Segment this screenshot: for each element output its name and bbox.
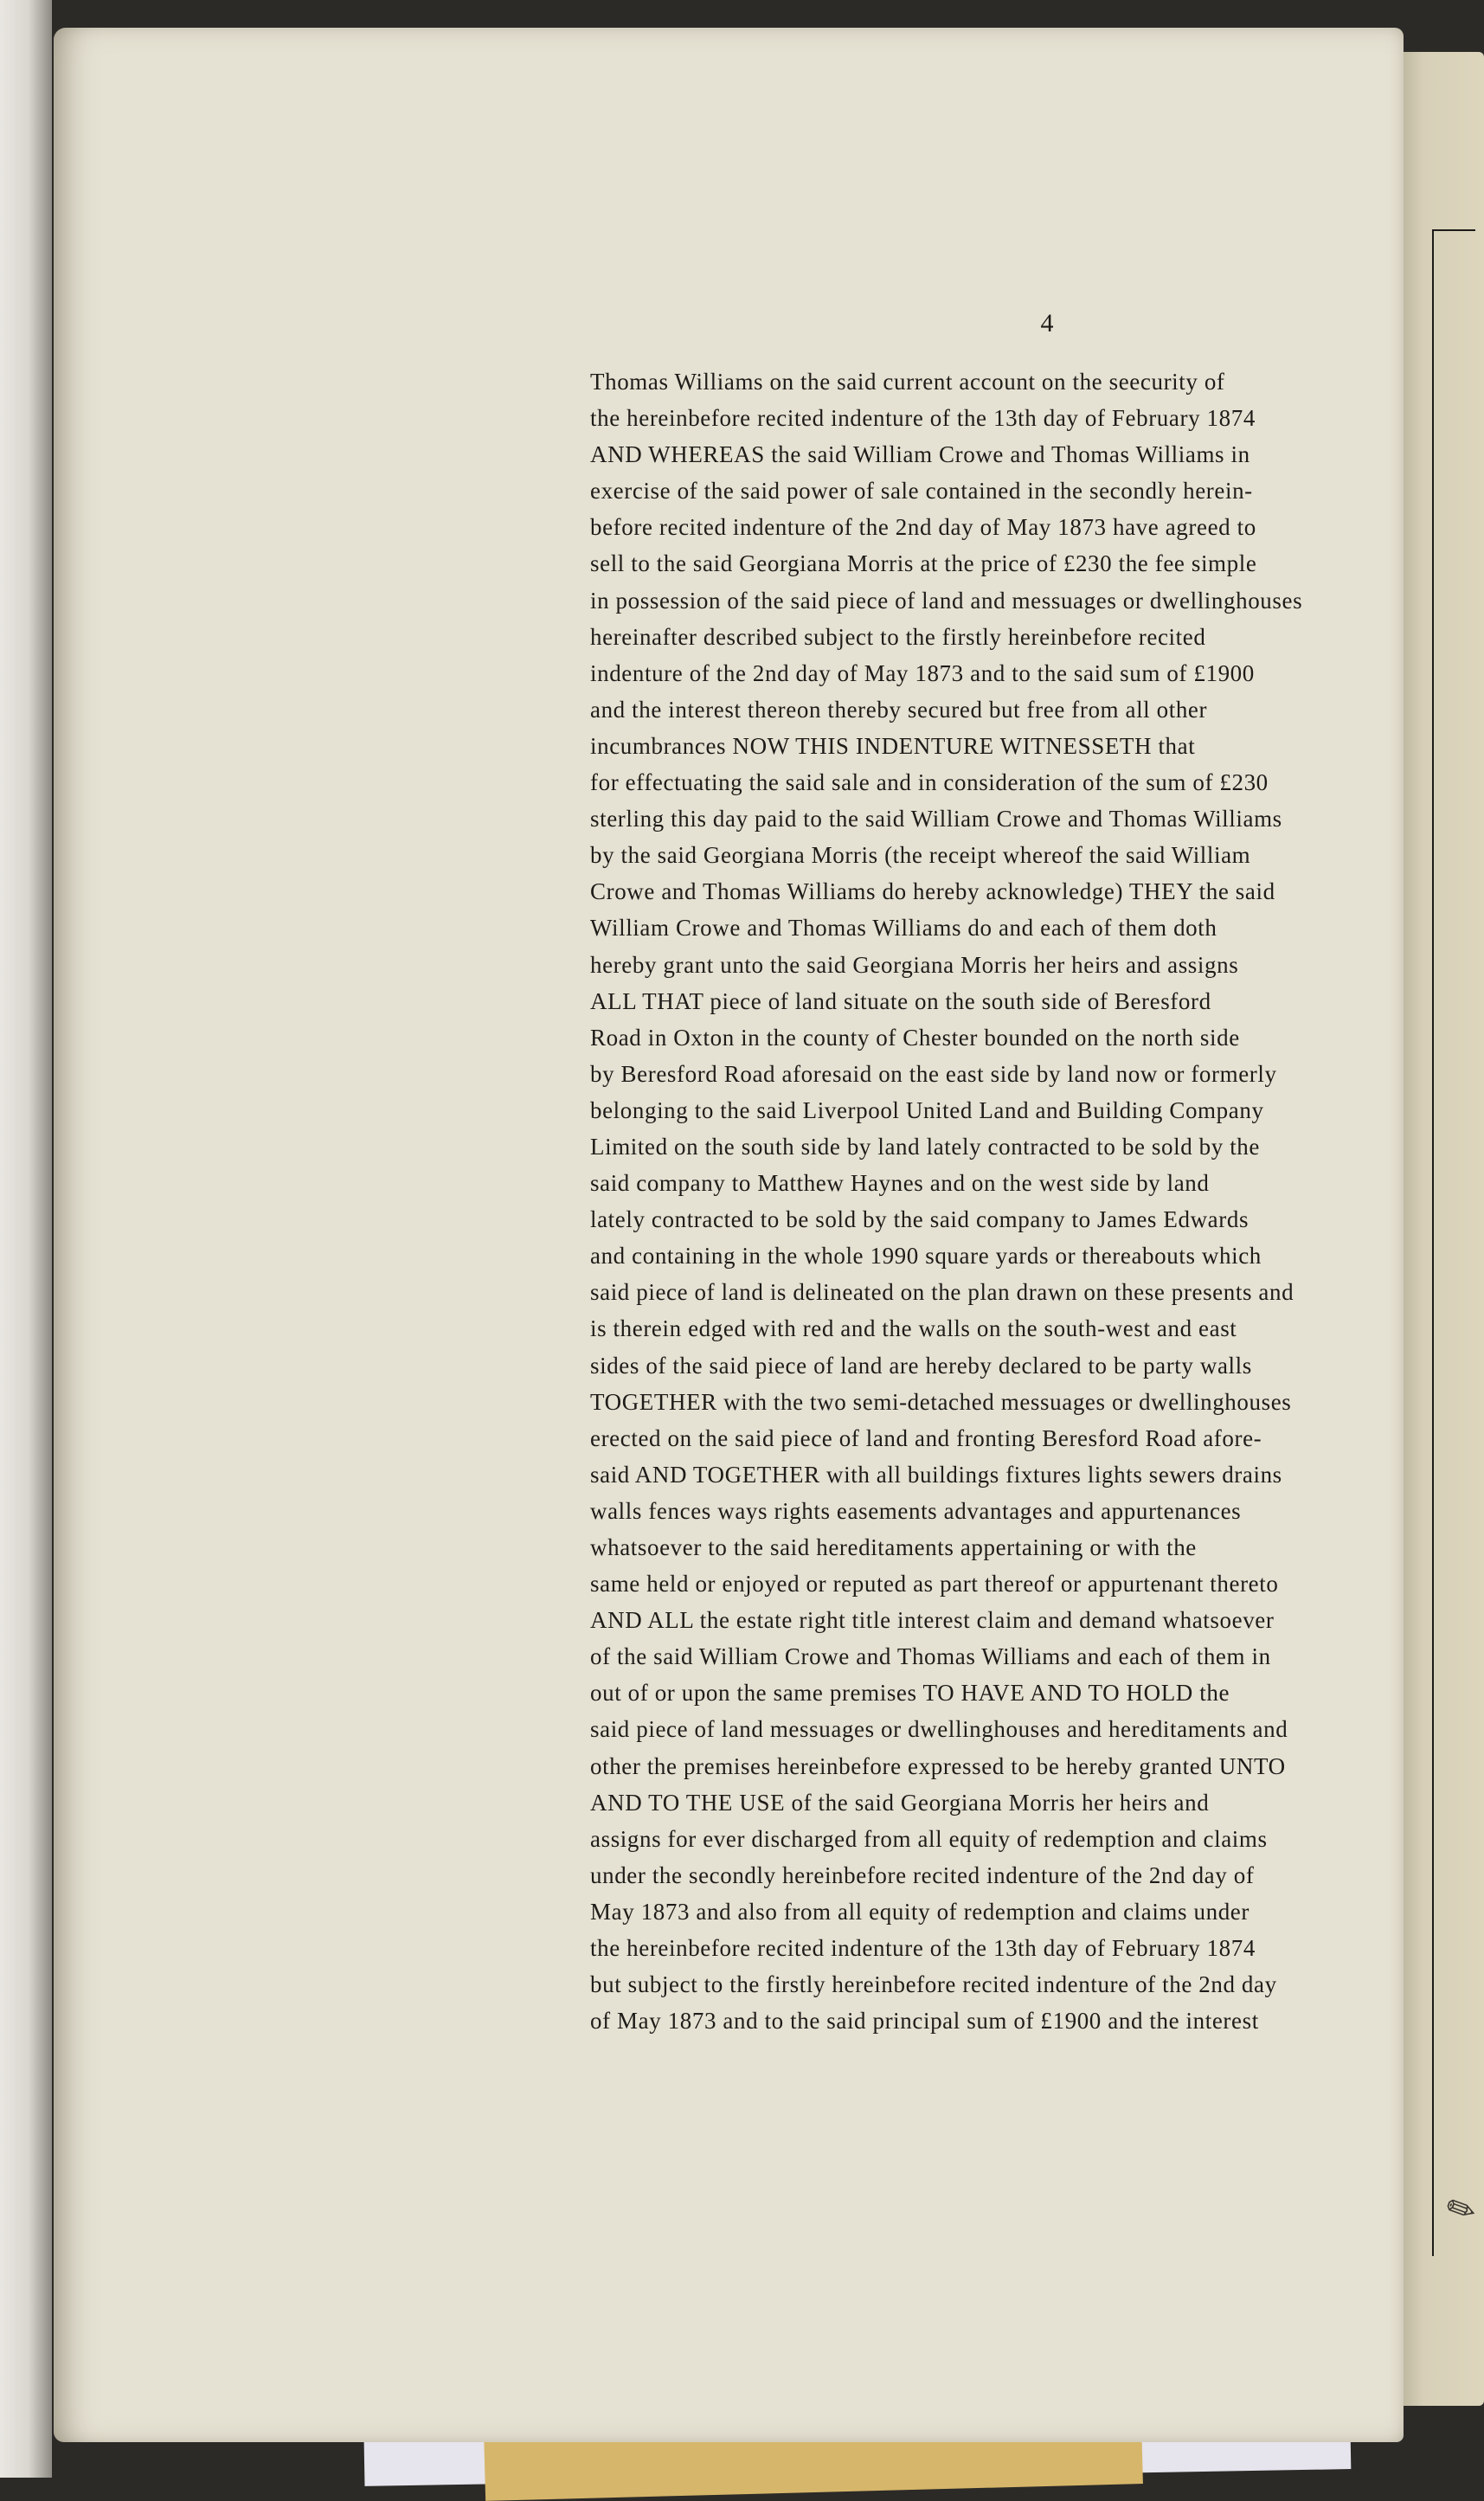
text-line: but subject to the firstly hereinbefore recited indenture of the 2nd day bbox=[590, 1971, 1277, 1998]
text-line: hereinafter described subject to the firstly hereinbefore recited bbox=[590, 623, 1206, 650]
adjacent-page-mark: ✎ bbox=[1440, 2186, 1483, 2234]
text-line: under the secondly hereinbefore recited indenture of the 2nd day of bbox=[590, 1861, 1255, 1888]
text-line: Crowe and Thomas Williams do hereby acknowledge) THEY the said bbox=[590, 878, 1275, 905]
text-line: whatsoever to the said hereditaments appertaining or with the bbox=[590, 1534, 1197, 1560]
text-line: Road in Oxton in the county of Chester bounded on the north side bbox=[590, 1024, 1240, 1051]
document-page bbox=[54, 28, 1404, 2442]
text-line: in possession of the said piece of land and messuages or dwellinghouses bbox=[590, 587, 1303, 614]
text-line: indenture of the 2nd day of May 1873 and to the said sum of £1900 bbox=[590, 659, 1255, 686]
text-line: other the premises hereinbefore expressed to be hereby granted UNTO bbox=[590, 1752, 1286, 1779]
text-line: William Crowe and Thomas Williams do and each of them doth bbox=[590, 915, 1217, 942]
text-line: the hereinbefore recited indenture of the 13th day of February 1874 bbox=[590, 405, 1256, 432]
text-line: May 1873 and also from all equity of redemption and claims under bbox=[590, 1898, 1250, 1925]
text-line: assigns for ever discharged from all equity of redemption and claims bbox=[590, 1825, 1268, 1852]
text-line: hereby grant unto the said Georgiana Morris her heirs and assigns bbox=[590, 951, 1239, 978]
text-line: erected on the said piece of land and fronting Beresford Road afore- bbox=[590, 1424, 1262, 1451]
text-line: sell to the said Georgiana Morris at the price of £230 the fee simple bbox=[590, 550, 1257, 577]
text-line: sterling this day paid to the said William Crowe and Thomas Williams bbox=[590, 806, 1282, 833]
text-line: out of or upon the same premises TO HAVE AND TO HOLD the bbox=[590, 1680, 1230, 1707]
text-line: before recited indenture of the 2nd day of May 1873 have agreed to bbox=[590, 514, 1256, 541]
text-line: by the said Georgiana Morris (the receipt whereof the said William bbox=[590, 842, 1251, 869]
text-line: said piece of land messuages or dwellinghouses and hereditaments and bbox=[590, 1716, 1288, 1743]
text-line: Thomas Williams on the said current account on the seecurity of bbox=[590, 369, 1225, 395]
text-line: is therein edged with red and the walls on the south-west and east bbox=[590, 1315, 1237, 1342]
text-line: incumbrances NOW THIS INDENTURE WITNESSETH that bbox=[590, 732, 1196, 759]
text-line: lately contracted to be sold by the said company to James Edwards bbox=[590, 1206, 1250, 1233]
deed-text bbox=[590, 363, 1438, 2039]
text-line: walls fences ways rights easements advantages and appurtenances bbox=[590, 1497, 1242, 1524]
text-line: AND TO THE USE of the said Georgiana Morris her heirs and bbox=[590, 1789, 1210, 1816]
adjacent-page-border bbox=[1432, 229, 1475, 2256]
text-line: AND ALL the estate right title interest claim and demand whatsoever bbox=[590, 1607, 1275, 1634]
text-line: for effectuating the said sale and in consideration of the sum of £230 bbox=[590, 769, 1269, 796]
text-line: sides of the said piece of land are hereby declared to be party walls bbox=[590, 1352, 1252, 1379]
text-line: of the said William Crowe and Thomas Williams and each of them in bbox=[590, 1643, 1271, 1670]
text-line: TOGETHER with the two semi-detached messuages or dwellinghouses bbox=[590, 1388, 1292, 1415]
text-line: said AND TOGETHER with all buildings fixtures lights sewers drains bbox=[590, 1461, 1282, 1488]
page-number: 4 bbox=[1040, 309, 1054, 338]
text-line: same held or enjoyed or reputed as part thereof or appurtenant thereto bbox=[590, 1571, 1279, 1598]
text-line: Limited on the south side by land lately contracted to be sold by the bbox=[590, 1133, 1260, 1160]
text-line: AND WHEREAS the said William Crowe and Thomas Williams in bbox=[590, 441, 1250, 468]
text-line: said company to Matthew Haynes and on the west side by land bbox=[590, 1170, 1210, 1197]
text-line: ALL THAT piece of land situate on the south side of Beresford bbox=[590, 987, 1211, 1014]
text-line: of May 1873 and to the said principal sum of £1900 and the interest bbox=[590, 2008, 1259, 2035]
text-line: said piece of land is delineated on the plan drawn on these presents and bbox=[590, 1279, 1294, 1306]
text-line: and the interest thereon thereby secured but free from all other bbox=[590, 696, 1208, 723]
text-line: and containing in the whole 1990 square yards or thereabouts which bbox=[590, 1243, 1262, 1270]
text-line: exercise of the said power of sale contained in the secondly herein- bbox=[590, 478, 1253, 505]
text-line: the hereinbefore recited indenture of the 13th day of February 1874 bbox=[590, 1935, 1256, 1962]
text-line: belonging to the said Liverpool United Land and Building Company bbox=[590, 1096, 1264, 1123]
text-line: by Beresford Road aforesaid on the east side by land now or formerly bbox=[590, 1060, 1277, 1087]
desk-background bbox=[0, 0, 52, 2478]
